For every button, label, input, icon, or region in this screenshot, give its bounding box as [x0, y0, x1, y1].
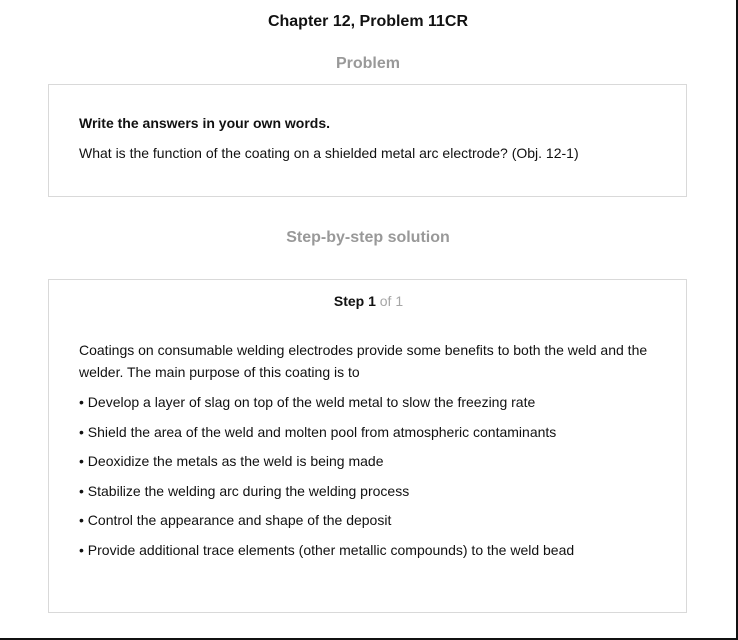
list-item: • Stabilize the welding arc during the welding process	[79, 482, 410, 499]
problem-question: What is the function of the coating on a shielded metal arc electrode? (Obj. 12-1)	[79, 145, 579, 161]
page-title: Chapter 12, Problem 11CR	[267, 13, 469, 30]
solution-heading: Step-by-step solution	[286, 229, 450, 246]
step-total: of 1	[379, 293, 404, 309]
list-item: • Shield the area of the weld and molten pool from atmospheric contaminants	[79, 423, 557, 440]
step-indicator	[49, 292, 688, 310]
list-item: • Control the appearance and shape of the deposit	[79, 512, 392, 528]
problem-instruction: Write the answers in your own words.	[79, 115, 331, 131]
list-item: • Deoxidize the metals as the weld is being made	[79, 453, 384, 469]
list-item: • Develop a layer of slag on top of the weld metal to slow the freezing rate	[79, 394, 536, 410]
problem-heading: Problem	[335, 55, 400, 72]
step-number: Step 1	[333, 293, 376, 309]
problem-card	[48, 84, 687, 197]
list-item: • Provide additional trace elements (other metallic compounds) to the weld bead	[79, 541, 575, 558]
step-intro: Coatings on consumable welding electrodes provide some benefits to both the weld and the welder. The main purpose of this coating is to	[79, 342, 648, 380]
step-body	[79, 339, 669, 568]
bullet-list	[79, 391, 669, 561]
solution-card	[48, 279, 687, 613]
